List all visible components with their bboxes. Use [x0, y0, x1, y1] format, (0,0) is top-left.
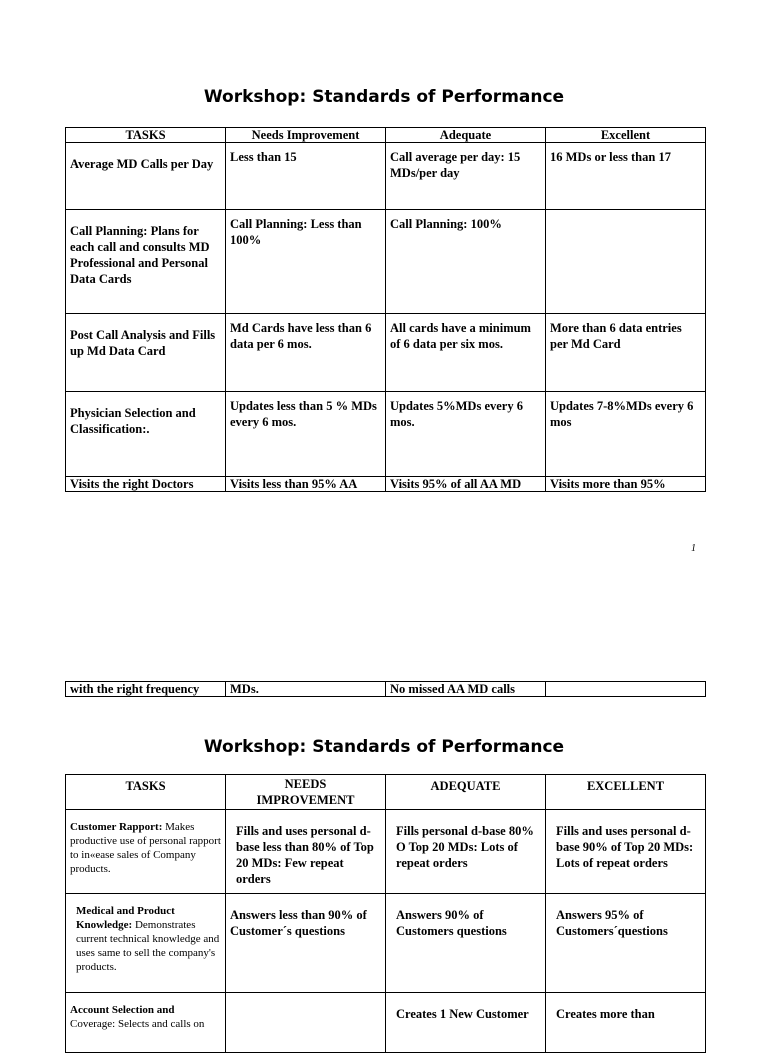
needs-improvement-cell: Call Planning: Less than 100% — [226, 210, 386, 314]
excellent-cell: 16 MDs or less than 17 — [546, 143, 706, 210]
needs-improvement-cell: Less than 15 — [226, 143, 386, 210]
column-header: TASKS — [66, 128, 226, 143]
task-description: Coverage: Selects and calls on — [70, 1018, 205, 1030]
adequate-cell: Updates 5%MDs every 6 mos. — [386, 392, 546, 477]
adequate-cell: Call Planning: 100% — [386, 210, 546, 314]
task-title: Customer Rapport: — [70, 821, 163, 833]
column-header: TASKS — [66, 775, 226, 810]
needs-improvement-cell: MDs. — [226, 682, 386, 697]
adequate-cell: Creates 1 New Customer — [386, 993, 546, 1053]
table-row — [66, 210, 706, 314]
column-header: Needs Improvement — [226, 128, 386, 143]
needs-improvement-cell: Answers less than 90% of Customer´s questions — [226, 894, 386, 993]
adequate-cell: No missed AA MD calls — [386, 682, 546, 697]
table-row — [66, 810, 706, 894]
task-title: Medical and Product Knowledge: — [76, 905, 175, 931]
column-header: EXCELLENT — [546, 775, 706, 810]
excellent-cell: Answers 95% of Customers´questions — [546, 894, 706, 993]
column-header: Adequate — [386, 128, 546, 143]
column-header: ADEQUATE — [386, 775, 546, 810]
column-header: Excellent — [546, 128, 706, 143]
page-title: Workshop: Standards of Performance — [203, 737, 565, 757]
excellent-cell: Fills and uses personal d-base 90% of Top 20 MDs: Lots of repeat orders — [546, 810, 706, 894]
task-title: Account Selection and — [70, 1004, 175, 1016]
table-row — [66, 314, 706, 392]
page-number: 1 — [691, 543, 696, 554]
performance-table-1 — [65, 127, 706, 492]
needs-improvement-cell: Visits less than 95% AA — [226, 477, 386, 492]
table-row — [66, 477, 706, 492]
table-row — [66, 143, 706, 210]
task-description: Demonstrates current technical knowledge and uses same to sell the company's products. — [76, 919, 220, 973]
excellent-cell: More than 6 data entries per Md Card — [546, 314, 706, 392]
needs-improvement-cell: Updates less than 5 % MDs every 6 mos. — [226, 392, 386, 477]
table-row — [66, 682, 706, 697]
task-cell: Average MD Calls per Day — [66, 143, 226, 210]
task-cell: with the right frequency — [66, 682, 226, 697]
task-cell: Post Call Analysis and Fills up Md Data Card — [66, 314, 226, 392]
continued-row-table — [65, 681, 706, 697]
table-header-row — [66, 128, 706, 143]
task-cell: Call Planning: Plans for each call and consults MD Professional and Personal Data Cards — [66, 210, 226, 314]
adequate-cell: All cards have a minimum of 6 data per six mos. — [386, 314, 546, 392]
adequate-cell: Fills personal d-base 80% O Top 20 MDs: Lots of repeat orders — [386, 810, 546, 894]
excellent-cell: Visits more than 95% — [546, 477, 706, 492]
adequate-cell: Answers 90% of Customers questions — [386, 894, 546, 993]
table-row — [66, 894, 706, 993]
excellent-cell — [546, 682, 706, 697]
page-title: Workshop: Standards of Performance — [203, 87, 565, 107]
adequate-cell: Call average per day: 15 MDs/per day — [386, 143, 546, 210]
excellent-cell: Updates 7-8%MDs every 6 mos — [546, 392, 706, 477]
task-cell — [66, 894, 226, 993]
needs-improvement-cell: Fills and uses personal d-base less than 80% of Top 20 MDs: Few repeat orders — [226, 810, 386, 894]
task-cell — [66, 810, 226, 894]
task-cell: Visits the right Doctors — [66, 477, 226, 492]
adequate-cell: Visits 95% of all AA MD — [386, 477, 546, 492]
column-header: NEEDS IMPROVEMENT — [226, 775, 386, 810]
task-description: Makes productive use of personal rapport to in«ease sales of Company products. — [70, 821, 221, 875]
table-row — [66, 392, 706, 477]
performance-table-2 — [65, 774, 706, 1053]
table-header-row — [66, 775, 706, 810]
task-cell — [66, 993, 226, 1053]
excellent-cell — [546, 210, 706, 314]
task-cell: Physician Selection and Classification:. — [66, 392, 226, 477]
needs-improvement-cell: Md Cards have less than 6 data per 6 mos. — [226, 314, 386, 392]
excellent-cell: Creates more than — [546, 993, 706, 1053]
table-row — [66, 993, 706, 1053]
needs-improvement-cell — [226, 993, 386, 1053]
